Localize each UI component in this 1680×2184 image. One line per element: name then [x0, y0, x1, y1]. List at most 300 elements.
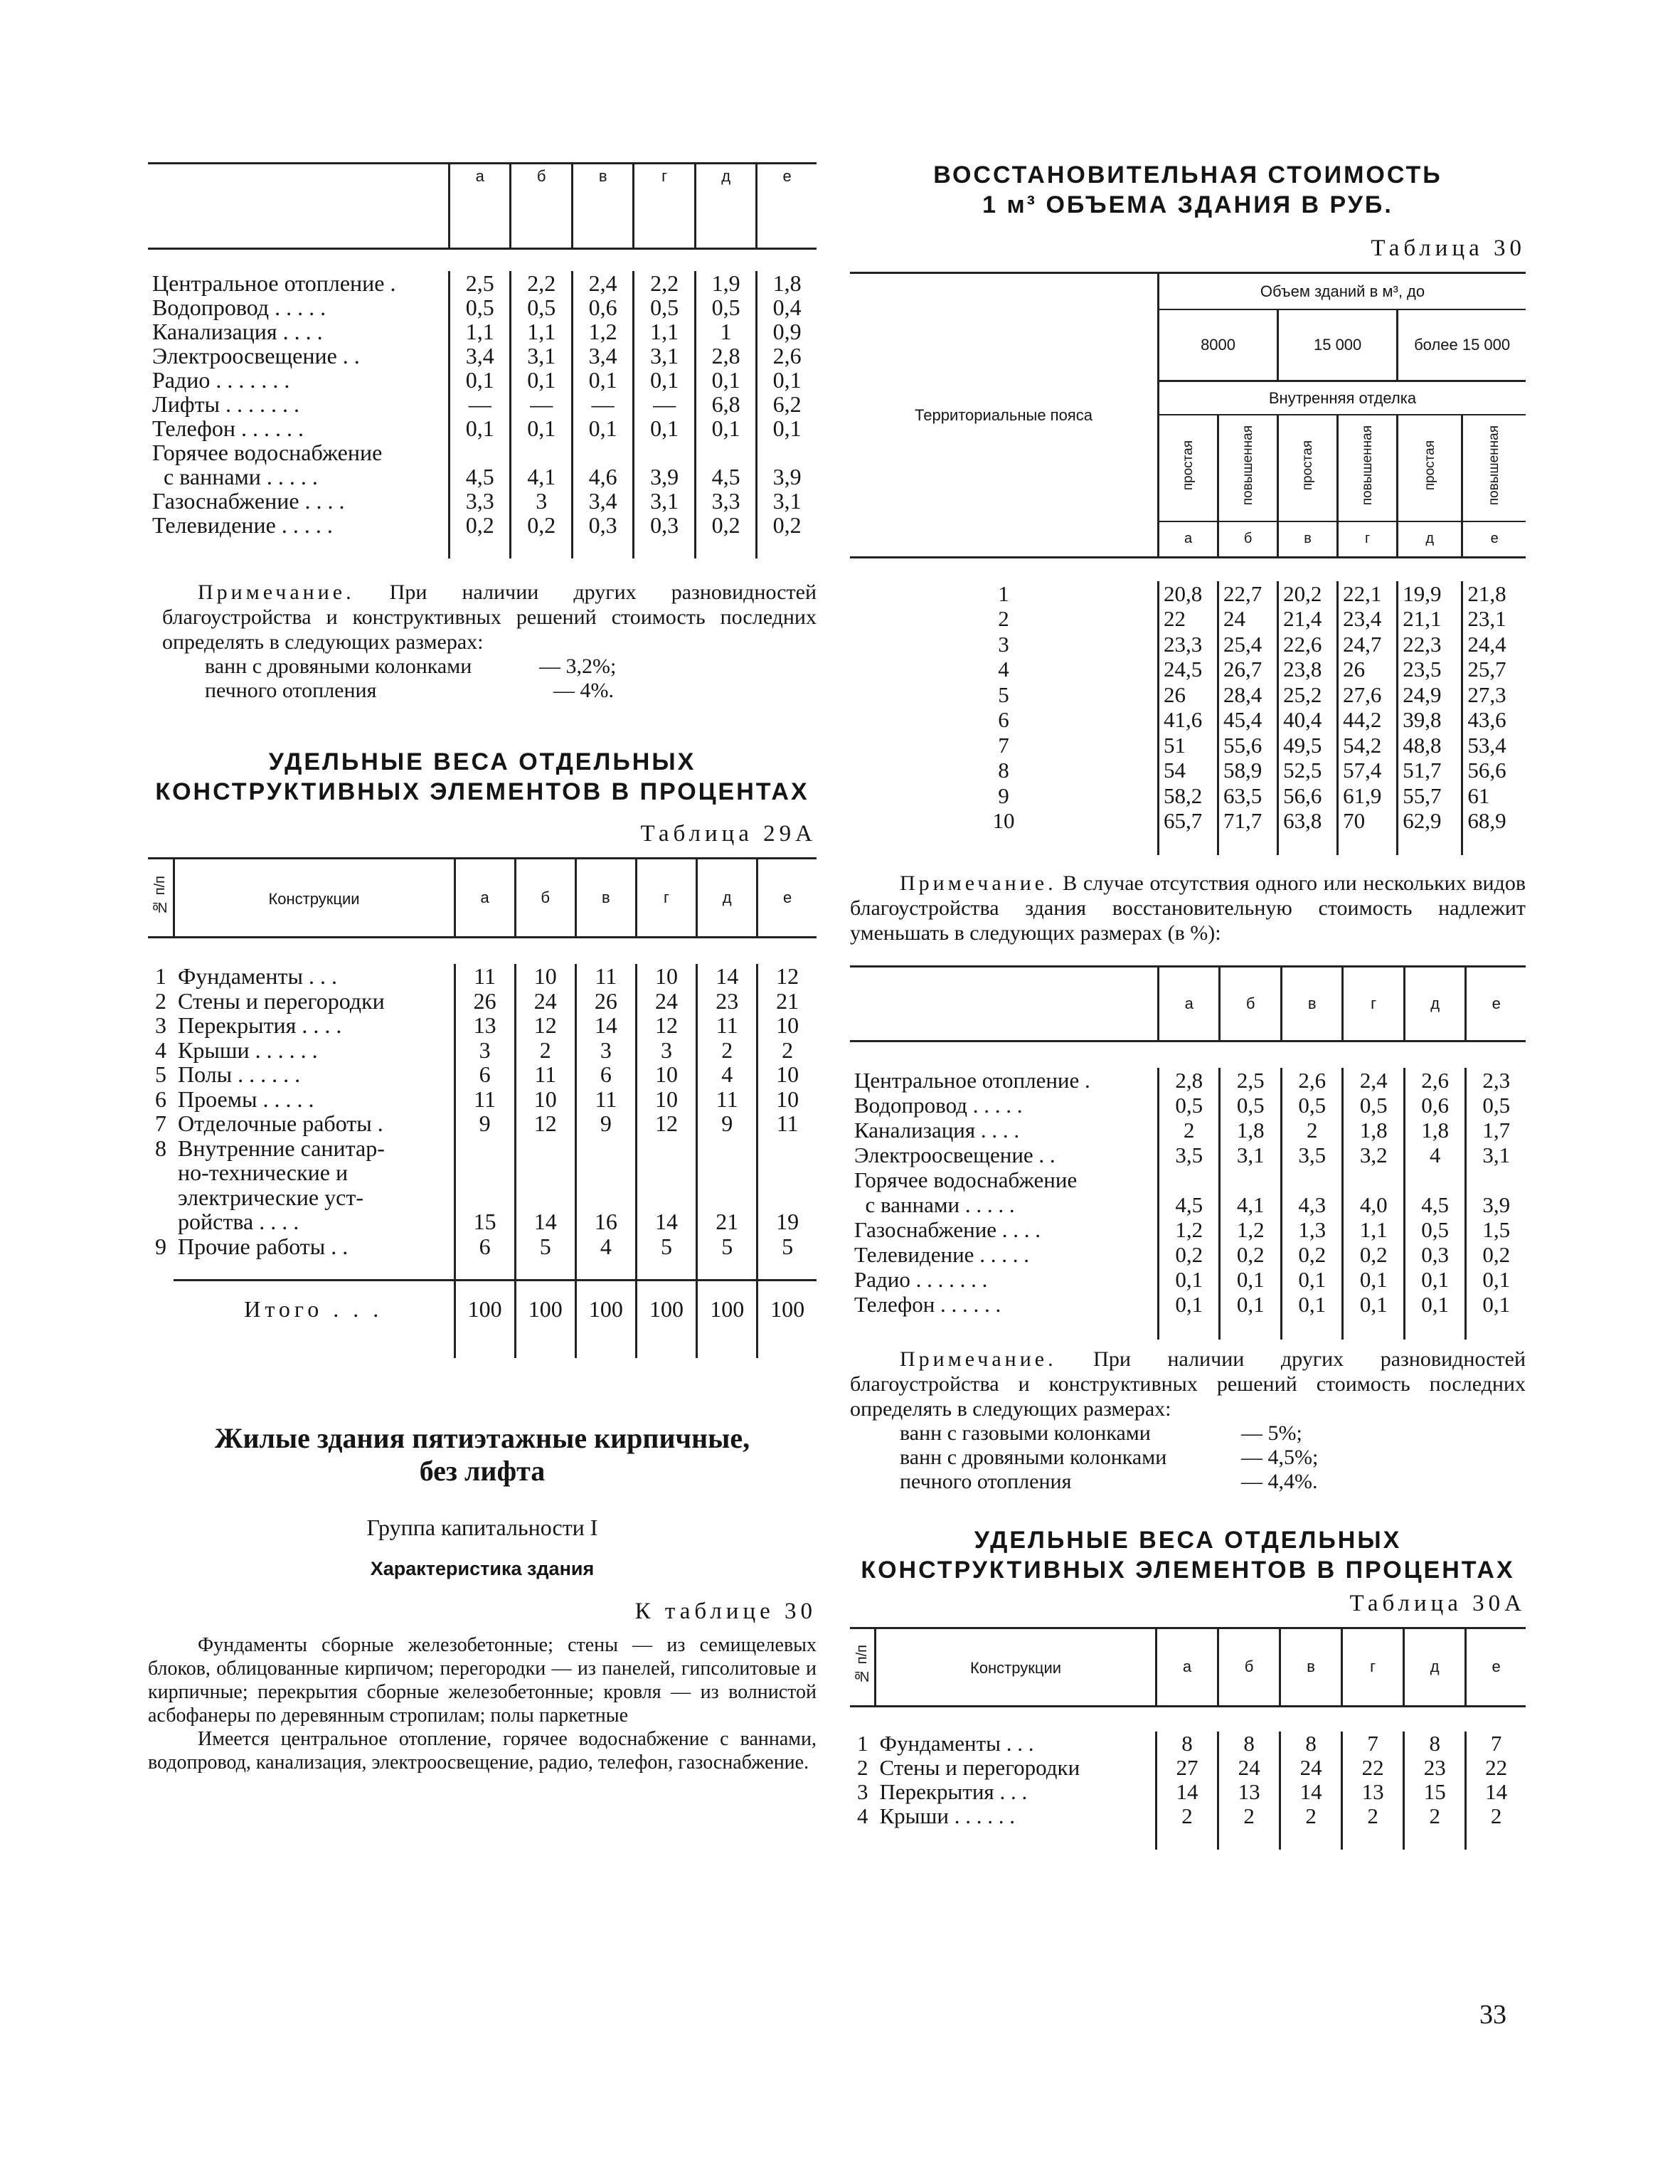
note-3-list [900, 1421, 1526, 1494]
table-row [850, 1093, 1526, 1118]
table-cell: 11 [454, 964, 515, 989]
table-cell: 8 [1218, 1732, 1280, 1756]
col-header-v: в [575, 859, 636, 938]
table-cell: 1,1 [634, 319, 695, 344]
row-number: 3 [857, 1779, 868, 1804]
table-row [850, 1242, 1526, 1267]
table-cell: 19 [757, 1209, 817, 1234]
col-header-v: в [1280, 1629, 1342, 1706]
table-cell: 3,9 [1466, 1192, 1526, 1217]
table-cell: 14 [1466, 1780, 1526, 1804]
table-cell: 0,2 [450, 513, 511, 537]
note-2-lead: Примечание. [900, 871, 1057, 895]
table-cell: 10 [757, 1013, 817, 1038]
table-cell: 0,1 [1404, 1267, 1465, 1292]
row-label: Крыши . . . . . . [879, 1803, 1015, 1828]
table-cell: 2 [1404, 1804, 1466, 1828]
row-label: Телефон . . . . . . [854, 1292, 1001, 1317]
table-cell: 39,8 [1398, 707, 1462, 733]
row-label: Стены и перегородки [178, 987, 385, 1014]
table-cell: 19,9 [1398, 581, 1462, 607]
table-cell: 0,2 [511, 513, 572, 537]
zone-number: 5 [998, 682, 1009, 707]
table-cell: 3,1 [757, 489, 817, 513]
table-row [148, 271, 817, 295]
table-cell: 10 [515, 1087, 575, 1112]
table-row [850, 1143, 1526, 1167]
table-cell: 21 [697, 1209, 757, 1234]
heading-30a-line2: КОНСТРУКТИВНЫХ ЭЛЕМЕНТОВ В ПРОЦЕНТАХ [861, 1557, 1515, 1584]
table-cell: 48,8 [1398, 733, 1462, 758]
table-row [850, 1267, 1526, 1292]
note-1-text: При наличии других разновидностей благоустройства и конструктивных решений стоимость последних определять в следующих размерах: [162, 580, 817, 654]
table-cell: 0,5 [1159, 1093, 1220, 1118]
table-cell: 62,9 [1398, 808, 1462, 834]
table-cell: 2,2 [634, 271, 695, 295]
table-cell: 0,1 [450, 368, 511, 392]
table-cell: 21 [757, 989, 817, 1014]
row-label: Электроосвещение . . [854, 1143, 1056, 1167]
table-row [148, 1234, 817, 1259]
zone-number: 4 [998, 657, 1009, 682]
table-cell [636, 1185, 696, 1210]
table-cell: 0,1 [572, 416, 633, 440]
heading-30-line1: ВОССТАНОВИТЕЛЬНАЯ СТОИМОСТЬ [933, 161, 1442, 189]
table-cell: 27,6 [1338, 682, 1398, 708]
note-1-lead: Примечание. [198, 580, 355, 604]
heading-29a-line1: УДЕЛЬНЫЕ ВЕСА ОТДЕЛЬНЫХ [268, 748, 696, 775]
table-cell: 0,5 [695, 295, 756, 319]
col-header-a: а [450, 164, 511, 248]
table-cell: 0,1 [1281, 1267, 1342, 1292]
table-cell: 9 [575, 1111, 636, 1136]
table-cell: 2 [1466, 1804, 1526, 1828]
table-cell: 3,9 [757, 465, 817, 489]
table-cell [575, 1136, 636, 1161]
table-cell: 1,2 [572, 319, 633, 344]
table-cell [636, 1136, 696, 1161]
row-number: 9 [155, 1233, 166, 1259]
table-cell: 11 [575, 964, 636, 989]
table-cell: 0,1 [1159, 1267, 1220, 1292]
table-top [148, 162, 817, 558]
col-header-e: е [757, 859, 817, 938]
table-cell [695, 440, 756, 465]
row-label: Центральное отопление . [854, 1068, 1090, 1093]
table-row [850, 632, 1526, 657]
table-cell: 2 [697, 1038, 757, 1063]
table-cell [454, 1136, 515, 1161]
table-cell: 2 [757, 1038, 817, 1063]
finish-type: повышенная [1487, 425, 1502, 506]
table-cell: 3,3 [450, 489, 511, 513]
table-cell: 0,1 [695, 416, 756, 440]
table-cell: 2,2 [511, 271, 572, 295]
table-cell [450, 440, 511, 465]
table-cell: 4,1 [1220, 1192, 1281, 1217]
table-cell: 5 [515, 1234, 575, 1259]
total-row: Итого . . . 100 100 100 100 100 100 [148, 1280, 817, 1337]
table-cell [1404, 1167, 1465, 1192]
table-cell: 55,6 [1218, 733, 1278, 758]
col-header-a: а [1159, 968, 1220, 1041]
table-cell: 14 [575, 1013, 636, 1038]
table-cell: 2,6 [1281, 1068, 1342, 1093]
table-cell: 2,6 [1404, 1068, 1465, 1093]
table-row [148, 964, 817, 989]
list-item: печного отопления — 4,4%. [900, 1470, 1318, 1493]
col-header-g: г [1342, 1629, 1404, 1706]
row-label: Перекрытия . . . [879, 1779, 1028, 1804]
row-label: Газоснабжение . . . . [152, 487, 345, 514]
finish-type: простая [1299, 440, 1315, 491]
table-cell: 5 [757, 1234, 817, 1259]
row-label: Перекрытия . . . . [178, 1012, 342, 1038]
table-cell: 2,3 [1466, 1068, 1526, 1093]
table-cell: 0,1 [1466, 1267, 1526, 1292]
table-cell: 3 [511, 489, 572, 513]
table-cell: 20,2 [1278, 581, 1338, 607]
table-row [148, 1087, 817, 1112]
table-cell: 11 [454, 1087, 515, 1112]
table-row [148, 513, 817, 537]
table-cell: 15 [1404, 1780, 1466, 1804]
table-cell: 6 [454, 1062, 515, 1087]
zone-number: 6 [998, 707, 1009, 732]
table-row [850, 808, 1526, 834]
table-row [148, 1209, 817, 1234]
row-label: ройства . . . . [178, 1209, 299, 1234]
table-cell: 0,1 [1466, 1292, 1526, 1317]
row-label: электрические уст- [178, 1184, 363, 1210]
table-cell: 1,8 [757, 271, 817, 295]
note-3-lead: Примечание. [900, 1347, 1057, 1371]
row-label: Прочие работы . . [178, 1233, 349, 1259]
row-label: Телевидение . . . . . [152, 511, 333, 538]
table-cell: 11 [575, 1087, 636, 1112]
col-header-d: д [1404, 968, 1465, 1041]
table-cell: 0,5 [1343, 1093, 1404, 1118]
heading-30a-line1: УДЕЛЬНЫЕ ВЕСА ОТДЕЛЬНЫХ [974, 1527, 1402, 1554]
row-label: Центральное отопление . [152, 270, 396, 296]
table-row [850, 581, 1526, 607]
column-letter: е [1462, 521, 1526, 557]
table-cell: 3,4 [450, 344, 511, 368]
row-number: 4 [155, 1037, 166, 1063]
table-cell: 9 [454, 1111, 515, 1136]
table-cell: 2,5 [450, 271, 511, 295]
finish-type: простая [1180, 440, 1196, 491]
table-cell: 0,5 [511, 295, 572, 319]
table-cell [757, 1160, 817, 1185]
table-cell: 3,1 [634, 344, 695, 368]
table-cell: 21,1 [1398, 606, 1462, 632]
table-cell: 6,8 [695, 392, 756, 416]
table-cell: 22,3 [1398, 632, 1462, 657]
table-cell: 0,2 [1220, 1242, 1281, 1267]
table-cell: 3,5 [1281, 1143, 1342, 1167]
table-cell: 2,6 [757, 344, 817, 368]
column-letter: г [1338, 521, 1398, 557]
table-cell [1159, 1167, 1220, 1192]
table-cell: 15 [454, 1209, 515, 1234]
num-header: № п/п [854, 1645, 870, 1685]
table-cell: 4,5 [1159, 1192, 1220, 1217]
table-cell: 2,8 [695, 344, 756, 368]
table-row [148, 440, 817, 465]
table-cell: 22,1 [1338, 581, 1398, 607]
table-cell [697, 1185, 757, 1210]
table-cell: 8 [1404, 1732, 1466, 1756]
table-cell: 1,5 [1466, 1217, 1526, 1242]
row-label: Канализация . . . . [152, 318, 323, 344]
col-header-d: д [697, 859, 757, 938]
col-header-g: г [636, 859, 696, 938]
table-cell: 0,1 [1220, 1292, 1281, 1317]
table-cell: 0,1 [634, 416, 695, 440]
table-cell: 11 [515, 1062, 575, 1087]
table-cell: 24 [1218, 1756, 1280, 1780]
table-cell: 0,2 [1281, 1242, 1342, 1267]
table-cell: 54 [1159, 758, 1218, 783]
table-cell: 61 [1462, 783, 1526, 809]
zone-header: Территориальные пояса [915, 405, 1092, 424]
section-title-line1: Жилые здания пятиэтажные кирпичные, [214, 1422, 750, 1454]
row-label: Отделочные работы . [178, 1110, 383, 1136]
table-cell: 12 [757, 964, 817, 989]
table-cell: 25,7 [1462, 657, 1526, 682]
row-label: Радио . . . . . . . [854, 1267, 988, 1292]
table-cell: 24,9 [1398, 682, 1462, 708]
table-row [850, 1780, 1526, 1804]
table-cell: 24,4 [1462, 632, 1526, 657]
table-cell: 1,8 [1220, 1118, 1281, 1143]
note-2-text: В случае отсутствия одного или нескольких видов благоустройства здания восстановительную стоимость надлежит уменьшать в следующих размерах (в %): [850, 871, 1526, 945]
row-number: 7 [155, 1110, 166, 1136]
table-cell: 1,8 [1404, 1118, 1465, 1143]
table-cell: 2,5 [1220, 1068, 1281, 1093]
table-cell: 0,3 [634, 513, 695, 537]
table-cell [515, 1136, 575, 1161]
table-cell: 13 [1342, 1780, 1404, 1804]
table-cell: 0,1 [695, 368, 756, 392]
table-cell: 22 [1466, 1756, 1526, 1780]
table-cell: 1 [695, 319, 756, 344]
table-30a [850, 1627, 1526, 1850]
table-cell: 3,3 [695, 489, 756, 513]
table-cell: 23,3 [1159, 632, 1218, 657]
table-row [148, 319, 817, 344]
table-cell [515, 1160, 575, 1185]
row-label: Внутренние санитар- [178, 1135, 385, 1161]
num-header: № п/п [152, 876, 168, 915]
row-label: Горячее водоснабжение [152, 439, 383, 465]
row-label: с ваннами . . . . . [152, 463, 318, 489]
table-cell: 1,7 [1466, 1118, 1526, 1143]
table-row [148, 1111, 817, 1136]
row-label: Газоснабжение . . . . [854, 1217, 1041, 1242]
table-cell: 12 [515, 1111, 575, 1136]
table-row [850, 606, 1526, 632]
table-row [148, 989, 817, 1014]
col-header-b: б [515, 859, 575, 938]
table-cell: 2 [515, 1038, 575, 1063]
table-cell: 3,1 [1220, 1143, 1281, 1167]
table-cell: 23,1 [1462, 606, 1526, 632]
volume-8000: 8000 [1159, 309, 1278, 381]
table-cell: 4 [575, 1234, 636, 1259]
table-row [148, 344, 817, 368]
finish-type: повышенная [1240, 425, 1255, 506]
table-cell: 4,0 [1343, 1192, 1404, 1217]
table-cell: 2,4 [1343, 1068, 1404, 1093]
table-row [148, 489, 817, 513]
table-row [850, 1217, 1526, 1242]
table-cell: 8 [1157, 1732, 1218, 1756]
table-cell: 0,3 [572, 513, 633, 537]
table-cell: 0,2 [757, 513, 817, 537]
table-cell: 12 [515, 1013, 575, 1038]
label-header: Конструкции [268, 889, 360, 908]
list-item: печного отопления — 4%. [205, 678, 614, 702]
row-label: Горячее водоснабжение [854, 1167, 1078, 1192]
note-1-list [205, 654, 817, 703]
row-label: с ваннами . . . . . [854, 1192, 1015, 1217]
row-number: 1 [155, 963, 166, 989]
table-row [148, 1062, 817, 1087]
table-cell: 14 [1157, 1780, 1218, 1804]
table-cell: 0,5 [1404, 1217, 1465, 1242]
table-row [850, 783, 1526, 809]
table-cell: 0,1 [511, 368, 572, 392]
col-header-a: а [454, 859, 515, 938]
zone-number: 9 [998, 783, 1009, 808]
table-cell: 24 [636, 989, 696, 1014]
table-cell: 40,4 [1278, 707, 1338, 733]
table-row [148, 1160, 817, 1185]
table-cell: 25,4 [1218, 632, 1278, 657]
list-item: ванн с газовыми колонками — 5%; [900, 1421, 1302, 1445]
table-cell: 3,2 [1343, 1143, 1404, 1167]
table-row [148, 392, 817, 416]
table-cell [454, 1160, 515, 1185]
table-cell: 3,4 [572, 489, 633, 513]
table-cell: 3,4 [572, 344, 633, 368]
table-cell: 21,8 [1462, 581, 1526, 607]
table-row [148, 465, 817, 489]
table-row [850, 682, 1526, 708]
table-cell: 70 [1338, 808, 1398, 834]
table-cell [1281, 1167, 1342, 1192]
table-reduction [850, 965, 1526, 1340]
table-row [850, 657, 1526, 682]
table-cell: 0,6 [572, 295, 633, 319]
table-cell: 1,3 [1281, 1217, 1342, 1242]
table-cell: 27,3 [1462, 682, 1526, 708]
table-cell: 53,4 [1462, 733, 1526, 758]
table-cell: 3,9 [634, 465, 695, 489]
table-cell: 0,1 [1404, 1292, 1465, 1317]
table-cell: — [450, 392, 511, 416]
label-header: Конструкции [969, 1658, 1062, 1677]
page-number: 33 [1479, 2000, 1506, 2030]
table-cell: 0,2 [1159, 1242, 1220, 1267]
row-label: Фундаменты . . . [178, 963, 337, 989]
table-cell: 55,7 [1398, 783, 1462, 809]
table-cell: 68,9 [1462, 808, 1526, 834]
table-row [148, 368, 817, 392]
table-cell: 0,9 [757, 319, 817, 344]
table-row [148, 1038, 817, 1063]
table-row [850, 733, 1526, 758]
table-cell: 1,9 [695, 271, 756, 295]
table-cell: 14 [697, 964, 757, 989]
table-cell: 45,4 [1218, 707, 1278, 733]
table-row [148, 1013, 817, 1038]
characteristic-title: Характеристика здания [370, 1558, 595, 1579]
table-row [850, 1292, 1526, 1317]
table-cell: 4,5 [450, 465, 511, 489]
table-row [850, 1068, 1526, 1093]
table-cell: 1,1 [511, 319, 572, 344]
table-cell: 0,2 [695, 513, 756, 537]
list-item: ванн с дровяными колонками — 4,5%; [900, 1446, 1319, 1469]
table-cell: 11 [697, 1013, 757, 1038]
table-cell: 54,2 [1338, 733, 1398, 758]
table-cell [634, 440, 695, 465]
table-29a-name: Таблица 29А [640, 820, 817, 847]
table-cell [511, 440, 572, 465]
to-table-30: К таблице 30 [634, 1599, 817, 1624]
table-cell [515, 1185, 575, 1210]
table-cell: 1,1 [1343, 1217, 1404, 1242]
table-cell: 3,1 [511, 344, 572, 368]
table-cell: 7 [1342, 1732, 1404, 1756]
table-cell: 23 [1404, 1756, 1466, 1780]
table-cell: 14 [515, 1209, 575, 1234]
table-cell: 57,4 [1338, 758, 1398, 783]
table-cell: 52,5 [1278, 758, 1338, 783]
row-number: 8 [155, 1135, 166, 1161]
table-cell: 63,5 [1218, 783, 1278, 809]
table-cell: 13 [1218, 1780, 1280, 1804]
table-cell: 14 [1280, 1780, 1342, 1804]
table-cell: 1,2 [1159, 1217, 1220, 1242]
table-cell: 3,1 [1466, 1143, 1526, 1167]
right-column [850, 160, 1526, 1850]
table-cell: 43,6 [1462, 707, 1526, 733]
table-cell: 2,8 [1159, 1068, 1220, 1093]
table-cell: 8 [1280, 1732, 1342, 1756]
row-label: Телефон . . . . . . [152, 415, 304, 441]
volume-over-15000: более 15 000 [1398, 309, 1526, 381]
table-cell: 41,6 [1159, 707, 1218, 733]
table-30-name: Таблица 30 [1371, 235, 1526, 261]
table-cell: 24,7 [1338, 632, 1398, 657]
table-cell: 2 [1218, 1804, 1280, 1828]
table-cell: 3 [636, 1038, 696, 1063]
col-header-g: г [634, 164, 695, 248]
table-cell: 22,6 [1278, 632, 1338, 657]
table-cell: 61,9 [1338, 783, 1398, 809]
table-row [850, 1756, 1526, 1780]
table-cell: 0,2 [1343, 1242, 1404, 1267]
table-cell: 0,2 [1466, 1242, 1526, 1267]
table-cell: 24,5 [1159, 657, 1218, 682]
table-cell: 4 [697, 1062, 757, 1087]
table-cell: 26 [1159, 682, 1218, 708]
zone-number: 1 [998, 581, 1009, 606]
